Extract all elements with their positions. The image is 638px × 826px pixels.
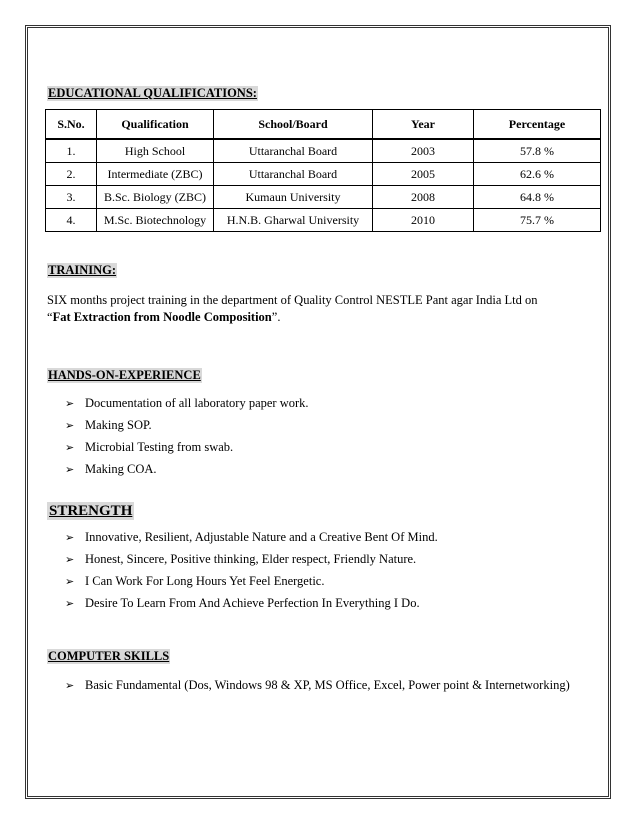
arrowhead-bullet-icon: ➢: [65, 441, 75, 454]
table-header-row: [46, 110, 601, 140]
column-header: Percentage: [474, 110, 601, 140]
table-cell: High School: [97, 139, 214, 163]
arrowhead-bullet-icon: ➢: [65, 575, 75, 588]
arrowhead-bullet-icon: ➢: [65, 679, 75, 692]
table-cell: B.Sc. Biology (ZBC): [97, 186, 214, 209]
list-item-text: Basic Fundamental (Dos, Windows 98 & XP, MS Office, Excel, Power point & Internetworking): [85, 678, 570, 692]
column-header: Qualification: [97, 110, 214, 140]
arrowhead-bullet-icon: ➢: [65, 597, 75, 610]
list-item-text: Innovative, Resilient, Adjustable Nature and a Creative Bent Of Mind.: [85, 530, 438, 544]
list-item: [65, 592, 438, 614]
table-cell: 2003: [373, 139, 474, 163]
list-item: [65, 674, 570, 696]
arrowhead-bullet-icon: ➢: [65, 419, 75, 432]
list-item-text: Desire To Learn From And Achieve Perfection In Everything I Do.: [85, 596, 420, 610]
table-cell: 64.8 %: [474, 186, 601, 209]
computer-skills-heading: COMPUTER SKILLS: [48, 649, 170, 663]
education-heading: EDUCATIONAL QUALIFICATIONS:: [48, 86, 257, 100]
training-project-line: [47, 309, 607, 326]
table-row: [46, 186, 601, 209]
strength-list: [65, 526, 438, 614]
table-cell: 1.: [46, 139, 97, 163]
list-item: [65, 414, 309, 436]
table-cell: Intermediate (ZBC): [97, 163, 214, 186]
list-item: [65, 526, 438, 548]
list-item: [65, 392, 309, 414]
column-header: S.No.: [46, 110, 97, 140]
table-row: [46, 139, 601, 163]
hands-on-heading: HANDS-ON-EXPERIENCE: [48, 368, 201, 382]
list-item: [65, 436, 309, 458]
table-cell: 2005: [373, 163, 474, 186]
list-item-text: Microbial Testing from swab.: [85, 440, 234, 454]
list-item-text: Honest, Sincere, Positive thinking, Elder respect, Friendly Nature.: [85, 552, 417, 566]
education-table: [45, 109, 601, 232]
table-row: [46, 163, 601, 186]
training-paragraph: [47, 292, 607, 326]
list-item-text: Documentation of all laboratory paper work.: [85, 396, 309, 410]
table-cell: 2010: [373, 209, 474, 232]
table-cell: Kumaun University: [214, 186, 373, 209]
computer-skills-list: [65, 674, 570, 696]
table-cell: H.N.B. Gharwal University: [214, 209, 373, 232]
quote-open: “: [47, 310, 53, 324]
arrowhead-bullet-icon: ➢: [65, 463, 75, 476]
arrowhead-bullet-icon: ➢: [65, 531, 75, 544]
table-cell: 62.6 %: [474, 163, 601, 186]
list-item-text: I Can Work For Long Hours Yet Feel Energetic.: [85, 574, 325, 588]
arrowhead-bullet-icon: ➢: [65, 397, 75, 410]
training-project-title: Fat Extraction from Noodle Composition: [52, 310, 272, 324]
column-header: School/Board: [214, 110, 373, 140]
table-cell: Uttaranchal Board: [214, 163, 373, 186]
column-header: Year: [373, 110, 474, 140]
list-item-text: Making COA.: [85, 462, 157, 476]
table-cell: M.Sc. Biotechnology: [97, 209, 214, 232]
training-line: SIX months project training in the department of Quality Control NESTLE Pant agar India Ltd on: [47, 293, 538, 307]
list-item: [65, 570, 438, 592]
table-cell: Uttaranchal Board: [214, 139, 373, 163]
list-item: [65, 458, 309, 480]
table-cell: 4.: [46, 209, 97, 232]
table-row: [46, 209, 601, 232]
hands-on-list: [65, 392, 309, 480]
quote-close: ”.: [271, 310, 281, 324]
table-cell: 57.8 %: [474, 139, 601, 163]
table-cell: 75.7 %: [474, 209, 601, 232]
strength-heading: STRENGTH: [49, 503, 133, 519]
arrowhead-bullet-icon: ➢: [65, 553, 75, 566]
training-heading: TRAINING:: [48, 263, 117, 277]
list-item: [65, 548, 438, 570]
table-cell: 2.: [46, 163, 97, 186]
list-item-text: Making SOP.: [85, 418, 152, 432]
table-cell: 2008: [373, 186, 474, 209]
table-cell: 3.: [46, 186, 97, 209]
